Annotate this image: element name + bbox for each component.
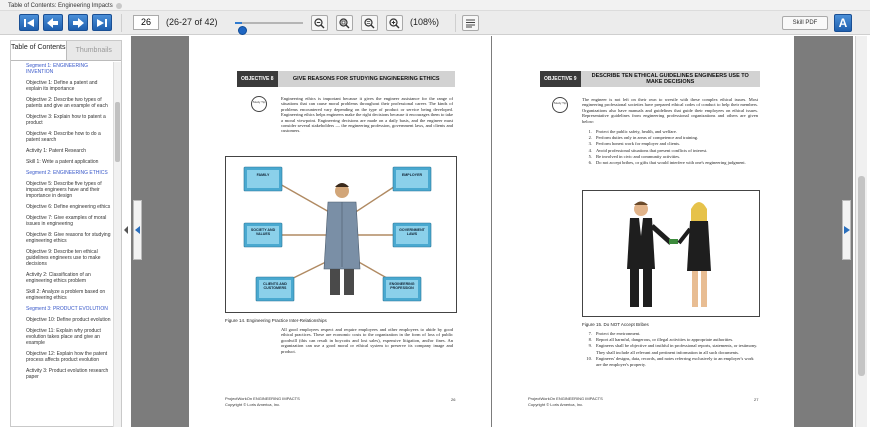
paragraph: All good employees respect and require employees and other employees to abide by good ethical practices. These are economic costs to the organization in the form of loss of public goodwill (this can result in boycotts and lost sales), expensive litigation, and/or fines. An organization can use a good moral or ethical system to preserve its company image and product. — [281, 327, 453, 354]
table-of-contents — [11, 62, 115, 427]
list-text: Perform honest work for employer and clients. — [596, 141, 681, 147]
toc-item[interactable]: Objective 5: Describe five types of impacts engineers have and their importance in design — [26, 181, 102, 199]
toc-item[interactable]: Objective 8: Give reasons for studying engineering ethics — [26, 232, 111, 244]
objective-heading — [237, 71, 455, 87]
zoom-slider-fill — [235, 22, 242, 24]
list-number: 4. — [588, 147, 592, 153]
zoom-in-button[interactable] — [386, 15, 403, 31]
toc-scrollbar[interactable] — [113, 62, 121, 427]
text-view-button[interactable] — [462, 15, 479, 31]
toc-item[interactable]: Activity 1: Patent Research — [26, 148, 87, 154]
label-employer: EMPLOYER — [401, 173, 423, 177]
page-right — [492, 36, 794, 427]
zoom-level: (108%) — [410, 17, 440, 27]
list-text: Protect the environment. — [596, 331, 641, 336]
list-number: 7. — [588, 331, 592, 336]
sidebar-collapse-toggle[interactable] — [122, 200, 130, 260]
collapse-left-icon — [122, 200, 130, 260]
arrow-right-icon — [844, 226, 850, 234]
zoom-out-icon — [314, 18, 325, 29]
skill-pdf-button[interactable]: Skill PDF — [782, 16, 828, 30]
copyright: Copyright © Loris America, Inc. — [225, 402, 281, 407]
list-text: Perform duties only in areas of competence and training. — [596, 135, 699, 141]
figure-caption: Figure 14. Engineering Practice Inter-Relationships — [225, 318, 327, 323]
list-text: Do not accept bribes, or gifts that would interfere with one's engineering judgment. — [596, 160, 746, 166]
last-page-icon — [96, 18, 108, 28]
page-left — [189, 36, 491, 427]
sidebar-tabs — [11, 41, 121, 61]
page-range: (26-27 of 42) — [166, 17, 218, 27]
zoom-fit-icon — [339, 18, 350, 29]
figure-engineering-relationships — [225, 156, 457, 313]
next-page-icon — [72, 18, 84, 28]
list-number: 3. — [588, 141, 592, 147]
figure-caption: Figure 15. Do NOT Accept Bribes — [582, 322, 649, 327]
list-number: 10. — [586, 355, 592, 361]
label-family: FAMILY — [256, 173, 270, 177]
list-text: Engineers shall be objective and truthful in professional reports, statements, or testimony. They shall include all relevant and pertinent information in all such documents. — [596, 343, 758, 355]
paragraph: The engineer is not left on their own to wrestle with these complex ethical issues. Most engineering professional societies have prepared ethical codes of conduct to help their members. Organizations also have manuals and guidelines that guide their employees on ethical issues. Representative guidelines from engineering professional organizations and others are given below: — [582, 97, 758, 124]
label-government-laws: GOVERNMENT LAWS — [399, 228, 425, 236]
toc-item[interactable]: Objective 9: Describe ten ethical guidelines engineers use to make decisions — [26, 249, 101, 267]
toc-item[interactable]: Activity 2: Classification of an engineering ethics problem — [26, 272, 91, 284]
zoom-slider[interactable] — [235, 22, 303, 24]
toc-item[interactable]: Skill 1: Write a patent application — [26, 159, 99, 165]
list-text: Engineers' designs, data, records, and notes referring exclusively to an employer's work are the employer's property. — [596, 355, 754, 368]
page-number-input[interactable]: 26 — [133, 15, 159, 30]
list-text: Avoid professional situations that present conflicts of interest. — [596, 147, 708, 153]
page-number: 27 — [754, 397, 759, 402]
list-item — [584, 356, 760, 368]
toc-item[interactable]: Objective 10: Define product evolution — [26, 317, 111, 323]
study-tip-icon: Study Tip — [552, 97, 568, 113]
zoom-fit-button[interactable] — [336, 15, 353, 31]
next-page-button[interactable] — [68, 14, 88, 31]
toc-item[interactable]: Objective 7: Give examples of moral issues in engineering — [26, 215, 107, 227]
previous-page-button[interactable] — [43, 14, 63, 31]
label-society-and-values: SOCIETY AND VALUES — [250, 228, 276, 236]
engineer-figure — [324, 183, 360, 295]
list-number: 2. — [588, 135, 592, 141]
toolbar-separator — [455, 14, 456, 32]
objective-heading — [540, 71, 760, 87]
previous-page-icon — [47, 18, 59, 28]
zoom-in-icon — [389, 18, 400, 29]
sidebar — [10, 40, 122, 427]
toc-item[interactable]: Objective 4: Describe how to do a patent search — [26, 131, 101, 143]
toc-item[interactable]: Objective 12: Explain how the patent process affects product evolution — [26, 351, 108, 363]
man-figure — [627, 202, 671, 308]
objective-label: OBJECTIVE 8 — [237, 71, 278, 87]
list-number: 9. — [588, 343, 592, 349]
tab-thumbnails[interactable]: Thumbnails — [67, 41, 122, 60]
toc-item[interactable]: Objective 2: Describe two types of patents and give an example of each — [26, 97, 108, 109]
list-text: Report all harmful, dangerous, or illegal activities to appropriate authorities. — [596, 337, 734, 343]
toc-item[interactable]: Objective 1: Define a patent and explain its importance — [26, 80, 98, 92]
zoom-actual-icon — [364, 18, 375, 29]
text-view-icon — [465, 18, 476, 28]
guidelines-list — [584, 129, 760, 166]
toc-item[interactable]: Objective 11: Explain why product evolution takes place and give an example — [26, 328, 101, 346]
list-number: 8. — [588, 337, 592, 343]
label-clients-and-customers: CLIENTS AND CUSTOMERS — [262, 282, 288, 290]
woman-figure — [679, 202, 711, 307]
next-spread-button[interactable] — [842, 200, 851, 260]
toc-item[interactable]: Objective 3: Explain how to patent a product — [26, 114, 106, 126]
toc-section[interactable]: Segment 2: ENGINEERING ETHICS — [26, 170, 108, 176]
study-tip-icon: Study Tip — [251, 96, 267, 112]
list-number: 5. — [588, 153, 592, 159]
toc-item[interactable]: Activity 3: Product evolution research paper — [26, 368, 109, 380]
copyright: Copyright © Loris America, Inc. — [528, 402, 584, 407]
page-footer: ProjectWorkOn ENGINEERING IMPACTS — [528, 396, 603, 401]
paragraph: Engineering ethics is important because it gives the engineer assistance for the range of situations that can cause moral problems throughout their professional career. The kinds of problems encountered vary depending on the type of product or service being developed. Engineering ethics helps engineers make the right decisions because it encourages them to take a moral viewpoint. Engineering decisions are made on a daily basis, and the engineer must consider several stakeholders — the engineering profession, government laws, and clients and customers. — [281, 96, 453, 134]
zoom-out-button[interactable] — [311, 15, 328, 31]
last-page-button[interactable] — [92, 14, 112, 31]
viewer-scrollbar[interactable] — [855, 36, 867, 427]
guidelines-list-continued — [584, 331, 760, 368]
toolbar — [0, 11, 870, 35]
bribe-illustration — [583, 191, 759, 316]
objective-label: OBJECTIVE 9 — [540, 71, 581, 87]
objective-title: GIVE REASONS FOR STUDYING ENGINEERING ETHICS — [278, 71, 455, 87]
figure-bribe — [582, 190, 760, 317]
first-page-button[interactable] — [19, 14, 39, 31]
label-engineering-profession: ENGINEERING PROFESSION — [389, 282, 415, 290]
zoom-slider-handle[interactable] — [238, 26, 247, 35]
arrow-left-icon — [135, 226, 141, 234]
window-title-bar — [0, 0, 870, 11]
list-text: Protect the public safety, health, and welfare. — [596, 129, 678, 134]
money — [669, 239, 678, 244]
toc-section[interactable]: Segment 3: PRODUCT EVOLUTION — [26, 306, 108, 312]
list-item — [584, 160, 760, 166]
toc-item[interactable]: Objective 6: Define engineering ethics — [26, 204, 111, 210]
list-text: Be involved in civic and community activities. — [596, 153, 681, 159]
page-number: 26 — [451, 397, 456, 402]
zoom-actual-button[interactable] — [361, 15, 378, 31]
toc-scrollbar-thumb[interactable] — [115, 102, 120, 162]
viewer-scrollbar-thumb[interactable] — [858, 176, 865, 376]
tab-table-of-contents[interactable]: Table of Contents — [11, 41, 67, 60]
accessibility-button[interactable]: A — [834, 14, 852, 32]
list-number: 6. — [588, 160, 592, 166]
first-page-icon — [23, 18, 35, 28]
objective-title: DESCRIBE TEN ETHICAL GUIDELINES ENGINEERS USE TO MAKE DECISIONS — [581, 71, 760, 87]
toolbar-separator — [121, 14, 122, 32]
close-icon[interactable] — [116, 3, 122, 9]
list-number: 1. — [588, 129, 592, 134]
list-item — [584, 343, 760, 355]
toc-section[interactable]: Segment 1: ENGINEERING INVENTION — [26, 63, 88, 75]
window-title: Table of Contents: Engineering Impacts — [8, 3, 113, 9]
page-footer: ProjectWorkOn ENGINEERING IMPACTS — [225, 396, 300, 401]
previous-spread-button[interactable] — [133, 200, 142, 260]
toc-item[interactable]: Skill 2: Analyze a problem based on engineering ethics — [26, 289, 106, 301]
